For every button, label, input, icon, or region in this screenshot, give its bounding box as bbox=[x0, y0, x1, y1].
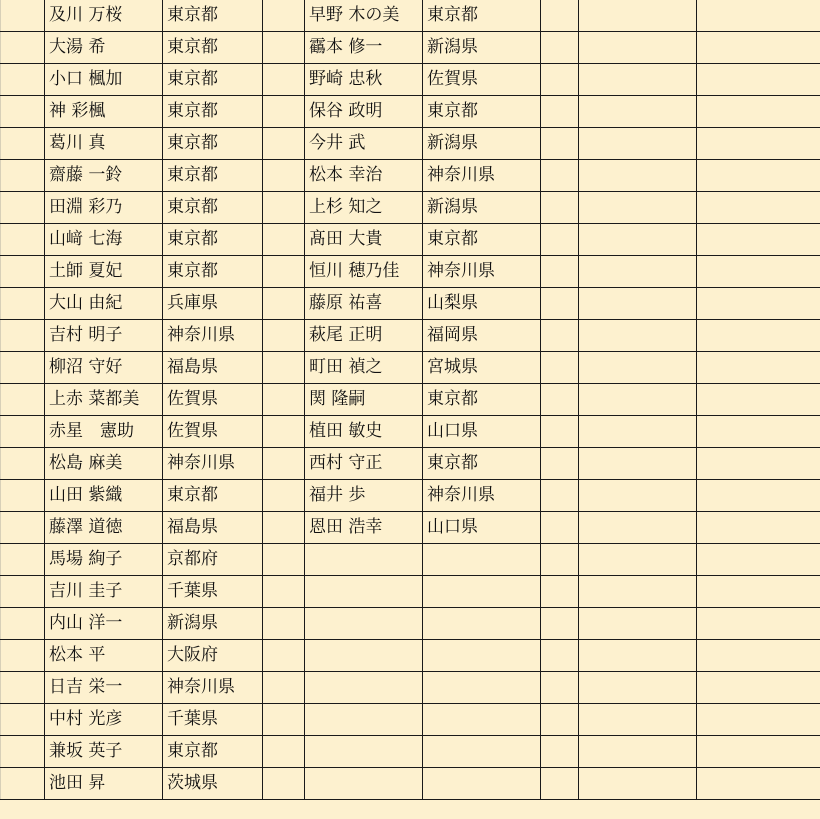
empty-cell[interactable] bbox=[263, 320, 305, 352]
empty-cell[interactable] bbox=[541, 384, 579, 416]
right-prefecture-cell[interactable] bbox=[423, 576, 541, 608]
left-name-cell[interactable]: 山田 紫織 bbox=[45, 480, 163, 512]
empty-cell[interactable] bbox=[541, 96, 579, 128]
empty-cell[interactable] bbox=[579, 640, 697, 672]
empty-cell[interactable] bbox=[263, 544, 305, 576]
left-prefecture-cell[interactable]: 東京都 bbox=[163, 32, 263, 64]
empty-cell[interactable] bbox=[697, 192, 820, 224]
right-prefecture-cell[interactable]: 宮城県 bbox=[423, 352, 541, 384]
left-prefecture-cell[interactable]: 茨城県 bbox=[163, 768, 263, 800]
left-prefecture-cell[interactable]: 千葉県 bbox=[163, 576, 263, 608]
empty-cell[interactable] bbox=[697, 96, 820, 128]
empty-cell[interactable] bbox=[697, 672, 820, 704]
empty-cell[interactable] bbox=[697, 768, 820, 800]
right-prefecture-cell[interactable] bbox=[423, 768, 541, 800]
left-name-cell[interactable]: 土師 夏妃 bbox=[45, 256, 163, 288]
row-header-cell[interactable] bbox=[1, 128, 45, 160]
empty-cell[interactable] bbox=[263, 384, 305, 416]
right-prefecture-cell[interactable]: 佐賀県 bbox=[423, 64, 541, 96]
row-header-cell[interactable] bbox=[1, 96, 45, 128]
right-name-cell[interactable] bbox=[305, 608, 423, 640]
empty-cell[interactable] bbox=[697, 608, 820, 640]
row-header-cell[interactable] bbox=[1, 32, 45, 64]
grid-body bbox=[1, 0, 820, 800]
left-prefecture-cell[interactable]: 東京都 bbox=[163, 736, 263, 768]
right-name-cell[interactable] bbox=[305, 576, 423, 608]
empty-cell[interactable] bbox=[697, 736, 820, 768]
empty-cell[interactable] bbox=[579, 416, 697, 448]
left-prefecture-cell[interactable]: 東京都 bbox=[163, 64, 263, 96]
empty-cell[interactable] bbox=[263, 704, 305, 736]
row-header-cell[interactable] bbox=[1, 544, 45, 576]
empty-cell[interactable] bbox=[263, 32, 305, 64]
left-prefecture-cell[interactable]: 東京都 bbox=[163, 0, 263, 32]
row-header-cell[interactable] bbox=[1, 672, 45, 704]
empty-cell[interactable] bbox=[263, 736, 305, 768]
empty-cell[interactable] bbox=[541, 544, 579, 576]
left-prefecture-cell[interactable]: 東京都 bbox=[163, 224, 263, 256]
empty-cell[interactable] bbox=[697, 288, 820, 320]
right-prefecture-cell[interactable]: 山口県 bbox=[423, 512, 541, 544]
left-name-cell[interactable]: 松本 平 bbox=[45, 640, 163, 672]
empty-cell[interactable] bbox=[579, 32, 697, 64]
right-prefecture-cell[interactable]: 新潟県 bbox=[423, 32, 541, 64]
left-name-cell[interactable]: 小口 楓加 bbox=[45, 64, 163, 96]
right-name-cell[interactable]: 恩田 浩幸 bbox=[305, 512, 423, 544]
table-row bbox=[1, 608, 820, 640]
left-prefecture-cell[interactable]: 東京都 bbox=[163, 96, 263, 128]
empty-cell[interactable] bbox=[697, 640, 820, 672]
right-prefecture-cell[interactable]: 福岡県 bbox=[423, 320, 541, 352]
row-header-cell[interactable] bbox=[1, 512, 45, 544]
empty-cell[interactable] bbox=[541, 416, 579, 448]
right-name-cell[interactable]: 関 隆嗣 bbox=[305, 384, 423, 416]
empty-cell[interactable] bbox=[579, 352, 697, 384]
table-row bbox=[1, 128, 820, 160]
empty-cell[interactable] bbox=[579, 384, 697, 416]
empty-cell[interactable] bbox=[697, 448, 820, 480]
table-row bbox=[1, 320, 820, 352]
left-prefecture-cell[interactable]: 神奈川県 bbox=[163, 448, 263, 480]
empty-cell[interactable] bbox=[579, 192, 697, 224]
empty-cell[interactable] bbox=[541, 704, 579, 736]
left-name-cell[interactable]: 神 彩楓 bbox=[45, 96, 163, 128]
row-header-cell[interactable] bbox=[1, 320, 45, 352]
empty-cell[interactable] bbox=[541, 288, 579, 320]
empty-cell[interactable] bbox=[579, 512, 697, 544]
empty-cell[interactable] bbox=[263, 128, 305, 160]
left-name-cell[interactable]: 赤星 憲助 bbox=[45, 416, 163, 448]
empty-cell[interactable] bbox=[579, 736, 697, 768]
empty-cell[interactable] bbox=[541, 672, 579, 704]
left-prefecture-cell[interactable]: 新潟県 bbox=[163, 608, 263, 640]
left-prefecture-cell[interactable]: 東京都 bbox=[163, 128, 263, 160]
table-row bbox=[1, 704, 820, 736]
row-header-cell[interactable] bbox=[1, 576, 45, 608]
empty-cell[interactable] bbox=[541, 32, 579, 64]
left-prefecture-cell[interactable]: 東京都 bbox=[163, 480, 263, 512]
left-prefecture-cell[interactable]: 東京都 bbox=[163, 160, 263, 192]
empty-cell[interactable] bbox=[697, 704, 820, 736]
right-name-cell[interactable]: 恒川 穂乃佳 bbox=[305, 256, 423, 288]
empty-cell[interactable] bbox=[697, 160, 820, 192]
empty-cell[interactable] bbox=[263, 480, 305, 512]
empty-cell[interactable] bbox=[579, 96, 697, 128]
table-row bbox=[1, 640, 820, 672]
empty-cell[interactable] bbox=[263, 288, 305, 320]
right-name-cell[interactable]: 上杉 知之 bbox=[305, 192, 423, 224]
table-row bbox=[1, 512, 820, 544]
right-name-cell[interactable]: 髙田 大貴 bbox=[305, 224, 423, 256]
table-row bbox=[1, 672, 820, 704]
right-name-cell[interactable] bbox=[305, 736, 423, 768]
row-header-cell[interactable] bbox=[1, 0, 45, 32]
right-prefecture-cell[interactable] bbox=[423, 736, 541, 768]
empty-cell[interactable] bbox=[697, 0, 820, 32]
table-row bbox=[1, 736, 820, 768]
empty-cell[interactable] bbox=[263, 64, 305, 96]
empty-cell[interactable] bbox=[263, 768, 305, 800]
table-row bbox=[1, 160, 820, 192]
empty-cell[interactable] bbox=[263, 192, 305, 224]
empty-cell[interactable] bbox=[263, 0, 305, 32]
right-name-cell[interactable] bbox=[305, 672, 423, 704]
left-prefecture-cell[interactable]: 東京都 bbox=[163, 256, 263, 288]
empty-cell[interactable] bbox=[579, 0, 697, 32]
row-header-cell[interactable] bbox=[1, 64, 45, 96]
right-prefecture-cell[interactable]: 東京都 bbox=[423, 224, 541, 256]
left-name-cell[interactable]: 兼坂 英子 bbox=[45, 736, 163, 768]
empty-cell[interactable] bbox=[579, 288, 697, 320]
right-name-cell[interactable] bbox=[305, 640, 423, 672]
empty-cell[interactable] bbox=[579, 704, 697, 736]
left-prefecture-cell[interactable]: 佐賀県 bbox=[163, 416, 263, 448]
left-prefecture-cell[interactable]: 千葉県 bbox=[163, 704, 263, 736]
empty-cell[interactable] bbox=[579, 768, 697, 800]
empty-cell[interactable] bbox=[541, 576, 579, 608]
empty-cell[interactable] bbox=[697, 384, 820, 416]
right-prefecture-cell[interactable]: 新潟県 bbox=[423, 128, 541, 160]
empty-cell[interactable] bbox=[541, 736, 579, 768]
left-prefecture-cell[interactable]: 東京都 bbox=[163, 192, 263, 224]
right-prefecture-cell[interactable]: 東京都 bbox=[423, 384, 541, 416]
table-row bbox=[1, 32, 820, 64]
left-name-cell[interactable]: 及川 万桜 bbox=[45, 0, 163, 32]
empty-cell[interactable] bbox=[541, 352, 579, 384]
empty-cell[interactable] bbox=[541, 160, 579, 192]
empty-cell[interactable] bbox=[263, 256, 305, 288]
right-prefecture-cell[interactable]: 山口県 bbox=[423, 416, 541, 448]
empty-cell[interactable] bbox=[263, 672, 305, 704]
empty-cell[interactable] bbox=[263, 640, 305, 672]
empty-cell[interactable] bbox=[263, 512, 305, 544]
row-header-cell[interactable] bbox=[1, 608, 45, 640]
right-name-cell[interactable]: 野崎 忠秋 bbox=[305, 64, 423, 96]
empty-cell[interactable] bbox=[541, 320, 579, 352]
row-header-cell[interactable] bbox=[1, 480, 45, 512]
table-row bbox=[1, 576, 820, 608]
empty-cell[interactable] bbox=[541, 640, 579, 672]
left-name-cell[interactable]: 山﨑 七海 bbox=[45, 224, 163, 256]
empty-cell[interactable] bbox=[697, 64, 820, 96]
empty-cell[interactable] bbox=[263, 96, 305, 128]
empty-cell[interactable] bbox=[579, 448, 697, 480]
right-prefecture-cell[interactable] bbox=[423, 704, 541, 736]
row-header-cell[interactable] bbox=[1, 768, 45, 800]
left-name-cell[interactable]: 内山 洋一 bbox=[45, 608, 163, 640]
left-name-cell[interactable]: 藤澤 道徳 bbox=[45, 512, 163, 544]
empty-cell[interactable] bbox=[263, 352, 305, 384]
right-name-cell[interactable]: 靍本 修一 bbox=[305, 32, 423, 64]
right-name-cell[interactable]: 植田 敏史 bbox=[305, 416, 423, 448]
right-name-cell[interactable]: 福井 歩 bbox=[305, 480, 423, 512]
empty-cell[interactable] bbox=[579, 224, 697, 256]
table-row bbox=[1, 96, 820, 128]
row-header-cell[interactable] bbox=[1, 352, 45, 384]
empty-cell[interactable] bbox=[263, 416, 305, 448]
left-name-cell[interactable]: 葛川 真 bbox=[45, 128, 163, 160]
empty-cell[interactable] bbox=[579, 608, 697, 640]
empty-cell[interactable] bbox=[579, 480, 697, 512]
right-name-cell[interactable]: 今井 武 bbox=[305, 128, 423, 160]
right-name-cell[interactable] bbox=[305, 768, 423, 800]
table-row bbox=[1, 448, 820, 480]
empty-cell[interactable] bbox=[579, 160, 697, 192]
left-name-cell[interactable]: 田淵 彩乃 bbox=[45, 192, 163, 224]
empty-cell[interactable] bbox=[541, 128, 579, 160]
left-name-cell[interactable]: 上赤 菜都美 bbox=[45, 384, 163, 416]
left-name-cell[interactable]: 大山 由紀 bbox=[45, 288, 163, 320]
left-name-cell[interactable]: 柳沼 守好 bbox=[45, 352, 163, 384]
right-prefecture-cell[interactable]: 東京都 bbox=[423, 448, 541, 480]
row-header-cell[interactable] bbox=[1, 384, 45, 416]
left-name-cell[interactable]: 大湯 希 bbox=[45, 32, 163, 64]
left-prefecture-cell[interactable]: 神奈川県 bbox=[163, 320, 263, 352]
left-prefecture-cell[interactable]: 福島県 bbox=[163, 352, 263, 384]
left-name-cell[interactable]: 吉川 圭子 bbox=[45, 576, 163, 608]
row-header-cell[interactable] bbox=[1, 704, 45, 736]
right-prefecture-cell[interactable]: 山梨県 bbox=[423, 288, 541, 320]
empty-cell[interactable] bbox=[579, 64, 697, 96]
table-row bbox=[1, 416, 820, 448]
right-name-cell[interactable]: 松本 幸治 bbox=[305, 160, 423, 192]
right-prefecture-cell[interactable]: 神奈川県 bbox=[423, 480, 541, 512]
left-name-cell[interactable]: 齋藤 一鈴 bbox=[45, 160, 163, 192]
table-row bbox=[1, 768, 820, 800]
left-prefecture-cell[interactable]: 佐賀県 bbox=[163, 384, 263, 416]
left-name-cell[interactable]: 馬場 絢子 bbox=[45, 544, 163, 576]
empty-cell[interactable] bbox=[579, 672, 697, 704]
right-prefecture-cell[interactable]: 神奈川県 bbox=[423, 256, 541, 288]
left-prefecture-cell[interactable]: 福島県 bbox=[163, 512, 263, 544]
empty-cell[interactable] bbox=[541, 256, 579, 288]
left-prefecture-cell[interactable]: 神奈川県 bbox=[163, 672, 263, 704]
right-prefecture-cell[interactable] bbox=[423, 544, 541, 576]
empty-cell[interactable] bbox=[697, 32, 820, 64]
right-name-cell[interactable]: 西村 守正 bbox=[305, 448, 423, 480]
empty-cell[interactable] bbox=[697, 256, 820, 288]
row-header-cell[interactable] bbox=[1, 224, 45, 256]
empty-cell[interactable] bbox=[579, 576, 697, 608]
right-prefecture-cell[interactable] bbox=[423, 640, 541, 672]
left-name-cell[interactable]: 日吉 栄一 bbox=[45, 672, 163, 704]
right-prefecture-cell[interactable] bbox=[423, 608, 541, 640]
left-name-cell[interactable]: 松島 麻美 bbox=[45, 448, 163, 480]
right-prefecture-cell[interactable]: 東京都 bbox=[423, 96, 541, 128]
empty-cell[interactable] bbox=[697, 320, 820, 352]
table-row bbox=[1, 352, 820, 384]
empty-cell[interactable] bbox=[541, 448, 579, 480]
right-name-cell[interactable]: 早野 木の美 bbox=[305, 0, 423, 32]
empty-cell[interactable] bbox=[541, 192, 579, 224]
left-prefecture-cell[interactable]: 大阪府 bbox=[163, 640, 263, 672]
empty-cell[interactable] bbox=[541, 0, 579, 32]
empty-cell[interactable] bbox=[697, 352, 820, 384]
row-header-cell[interactable] bbox=[1, 288, 45, 320]
empty-cell[interactable] bbox=[579, 128, 697, 160]
right-name-cell[interactable] bbox=[305, 544, 423, 576]
right-prefecture-cell[interactable]: 神奈川県 bbox=[423, 160, 541, 192]
empty-cell[interactable] bbox=[263, 224, 305, 256]
right-prefecture-cell[interactable] bbox=[423, 672, 541, 704]
row-header-cell[interactable] bbox=[1, 640, 45, 672]
empty-cell[interactable] bbox=[697, 480, 820, 512]
empty-cell[interactable] bbox=[541, 480, 579, 512]
empty-cell[interactable] bbox=[697, 416, 820, 448]
row-header-cell[interactable] bbox=[1, 448, 45, 480]
empty-cell[interactable] bbox=[263, 576, 305, 608]
empty-cell[interactable] bbox=[541, 224, 579, 256]
empty-cell[interactable] bbox=[697, 512, 820, 544]
empty-cell[interactable] bbox=[697, 224, 820, 256]
empty-cell[interactable] bbox=[579, 544, 697, 576]
row-header-cell[interactable] bbox=[1, 160, 45, 192]
right-name-cell[interactable]: 藤原 祐喜 bbox=[305, 288, 423, 320]
right-name-cell[interactable] bbox=[305, 704, 423, 736]
empty-cell[interactable] bbox=[263, 448, 305, 480]
row-header-cell[interactable] bbox=[1, 192, 45, 224]
row-header-cell[interactable] bbox=[1, 416, 45, 448]
empty-cell[interactable] bbox=[541, 64, 579, 96]
empty-cell[interactable] bbox=[579, 256, 697, 288]
table-row bbox=[1, 64, 820, 96]
left-prefecture-cell[interactable]: 京都府 bbox=[163, 544, 263, 576]
left-prefecture-cell[interactable]: 兵庫県 bbox=[163, 288, 263, 320]
table-row bbox=[1, 384, 820, 416]
row-header-cell[interactable] bbox=[1, 736, 45, 768]
row-header-cell[interactable] bbox=[1, 256, 45, 288]
empty-cell[interactable] bbox=[541, 768, 579, 800]
empty-cell[interactable] bbox=[697, 544, 820, 576]
empty-cell[interactable] bbox=[579, 320, 697, 352]
table-row bbox=[1, 256, 820, 288]
table-row bbox=[1, 224, 820, 256]
left-name-cell[interactable]: 中村 光彦 bbox=[45, 704, 163, 736]
empty-cell[interactable] bbox=[697, 128, 820, 160]
empty-cell[interactable] bbox=[541, 512, 579, 544]
left-name-cell[interactable]: 池田 昇 bbox=[45, 768, 163, 800]
empty-cell[interactable] bbox=[697, 576, 820, 608]
table-row bbox=[1, 0, 820, 32]
right-name-cell[interactable]: 萩尾 正明 bbox=[305, 320, 423, 352]
table-row bbox=[1, 288, 820, 320]
right-name-cell[interactable]: 保谷 政明 bbox=[305, 96, 423, 128]
empty-cell[interactable] bbox=[541, 608, 579, 640]
empty-cell[interactable] bbox=[263, 160, 305, 192]
table-row bbox=[1, 480, 820, 512]
right-name-cell[interactable]: 町田 禎之 bbox=[305, 352, 423, 384]
table-row bbox=[1, 544, 820, 576]
left-name-cell[interactable]: 吉村 明子 bbox=[45, 320, 163, 352]
right-prefecture-cell[interactable]: 新潟県 bbox=[423, 192, 541, 224]
empty-cell[interactable] bbox=[263, 608, 305, 640]
table-row bbox=[1, 192, 820, 224]
right-prefecture-cell[interactable]: 東京都 bbox=[423, 0, 541, 32]
